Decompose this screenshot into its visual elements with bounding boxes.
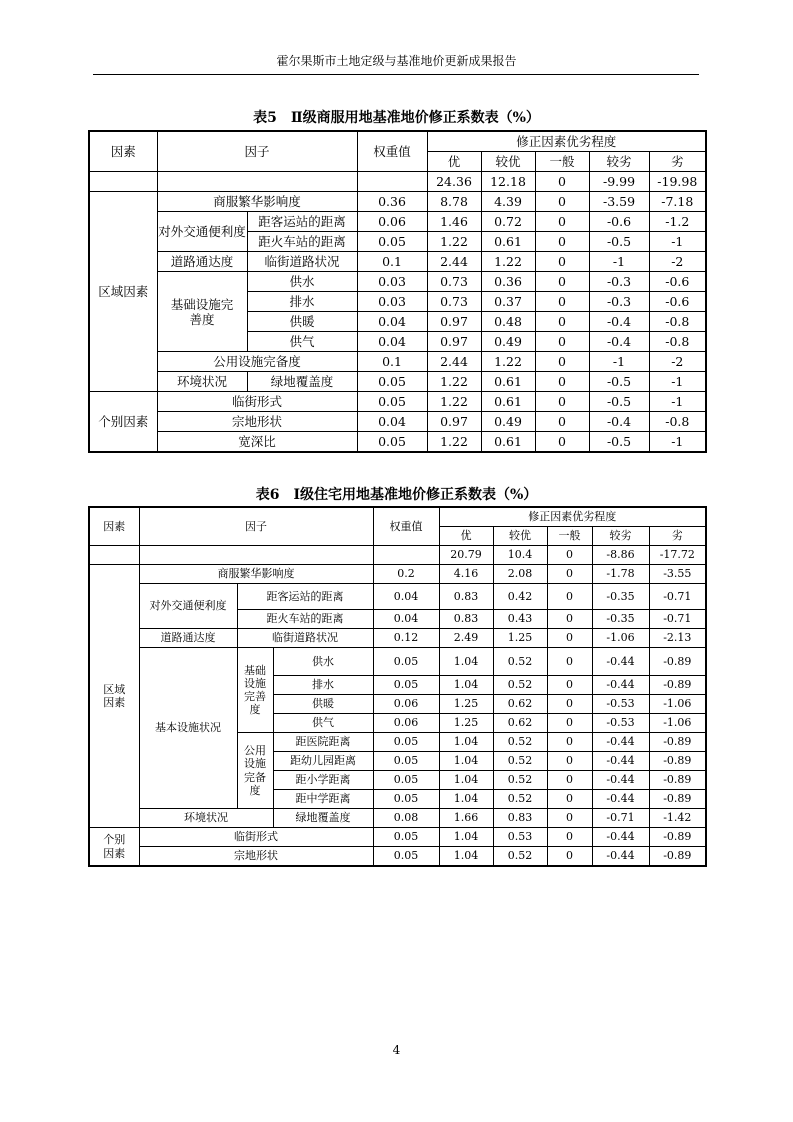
value-cell: 0	[535, 212, 589, 232]
value-cell: 0.61	[481, 372, 535, 392]
factor-name: 距火车站的距离	[237, 610, 373, 629]
grade-total: 24.36	[427, 172, 481, 192]
factor-name: 距火车站的距离	[247, 232, 357, 252]
value-cell: -0.35	[592, 584, 649, 610]
value-cell: 0.73	[427, 292, 481, 312]
value-cell: -0.44	[592, 648, 649, 676]
value-cell: 0	[535, 312, 589, 332]
value-cell: -0.8	[649, 312, 706, 332]
value-cell: 0.08	[373, 809, 439, 828]
value-cell: 0	[535, 232, 589, 252]
subgroup-basic: 基本设施状况	[139, 648, 237, 809]
value-cell: 0.83	[439, 610, 493, 629]
value-cell: 0.97	[427, 332, 481, 352]
value-cell: 0	[535, 392, 589, 412]
value-cell: 0.52	[493, 752, 547, 771]
value-cell: -0.89	[649, 790, 706, 809]
factor-name: 临街形式	[139, 828, 373, 847]
value-cell: 0	[535, 252, 589, 272]
value-cell: 0.04	[357, 332, 427, 352]
header-weight: 权重值	[357, 131, 427, 172]
value-cell: 1.66	[439, 809, 493, 828]
value-cell: -0.89	[649, 771, 706, 790]
grade-total: -17.72	[649, 546, 706, 565]
value-cell: 0.04	[357, 412, 427, 432]
subgroup-traffic: 对外交通便利度	[157, 212, 247, 252]
group-regional: 区域因素	[89, 192, 157, 392]
value-cell: 1.04	[439, 752, 493, 771]
value-cell: 0.36	[357, 192, 427, 212]
value-cell: 0.1	[357, 352, 427, 372]
value-cell: 0.62	[493, 714, 547, 733]
factor-name: 宗地形状	[139, 847, 373, 867]
value-cell: 1.22	[427, 372, 481, 392]
value-cell: 2.08	[493, 565, 547, 584]
value-cell: 0	[535, 352, 589, 372]
value-cell: 0.37	[481, 292, 535, 312]
grade-label: 一般	[547, 527, 592, 546]
value-cell: -0.71	[649, 610, 706, 629]
value-cell: -0.44	[592, 676, 649, 695]
value-cell: 0.04	[373, 610, 439, 629]
value-cell: 1.04	[439, 847, 493, 867]
value-cell: 1.25	[439, 695, 493, 714]
value-cell: -0.3	[589, 292, 649, 312]
value-cell: -2	[649, 352, 706, 372]
value-cell: 0.53	[493, 828, 547, 847]
value-cell: 2.49	[439, 629, 493, 648]
value-cell: -1	[589, 252, 649, 272]
header-weight: 权重值	[373, 507, 439, 546]
value-cell: 1.04	[439, 733, 493, 752]
report-header: 霍尔果斯市土地定级与基准地价更新成果报告	[276, 54, 517, 68]
value-cell: 0.06	[357, 212, 427, 232]
value-cell: 0.49	[481, 412, 535, 432]
value-cell: 0.52	[493, 648, 547, 676]
subgroup-infra: 基础设施完善度	[157, 272, 247, 352]
value-cell: -0.35	[592, 610, 649, 629]
value-cell: -0.5	[589, 232, 649, 252]
table5-caption: 表5 Ⅱ级商服用地基准地价修正系数表（%）	[253, 110, 540, 126]
grade-label: 较优	[481, 152, 535, 172]
value-cell: -0.89	[649, 648, 706, 676]
value-cell: -0.4	[589, 312, 649, 332]
factor-name: 绿地覆盖度	[273, 809, 373, 828]
value-cell: -0.44	[592, 828, 649, 847]
value-cell: -0.6	[589, 212, 649, 232]
value-cell: 0	[547, 648, 592, 676]
factor-name: 距客运站的距离	[237, 584, 373, 610]
value-cell: -0.4	[589, 412, 649, 432]
value-cell: -1	[589, 352, 649, 372]
value-cell: -1.06	[649, 714, 706, 733]
value-cell: 8.78	[427, 192, 481, 212]
subgroup-traffic: 对外交通便利度	[139, 584, 237, 629]
factor-name: 距中学距离	[273, 790, 373, 809]
value-cell: 0	[547, 610, 592, 629]
factor-name: 临街形式	[157, 392, 357, 412]
value-cell: 1.22	[427, 432, 481, 453]
blank-cell	[139, 546, 373, 565]
grade-total: -9.99	[589, 172, 649, 192]
grade-label: 一般	[535, 152, 589, 172]
value-cell: -0.44	[592, 752, 649, 771]
value-cell: -0.44	[592, 847, 649, 867]
value-cell: 0.05	[357, 372, 427, 392]
grade-total: 0	[547, 546, 592, 565]
group-individual: 个别 因素	[89, 828, 139, 867]
value-cell: -0.89	[649, 828, 706, 847]
factor-name: 供水	[273, 648, 373, 676]
value-cell: 1.22	[481, 252, 535, 272]
factor-name: 距幼儿园距离	[273, 752, 373, 771]
value-cell: 0.97	[427, 412, 481, 432]
subgroup-env: 环境状况	[139, 809, 273, 828]
header-factor: 因子	[139, 507, 373, 546]
value-cell: 0.05	[373, 847, 439, 867]
value-cell: -0.89	[649, 733, 706, 752]
value-cell: -1.78	[592, 565, 649, 584]
value-cell: 0.05	[373, 771, 439, 790]
value-cell: -1.42	[649, 809, 706, 828]
header-rule	[93, 74, 699, 75]
value-cell: 0	[535, 192, 589, 212]
value-cell: -0.44	[592, 733, 649, 752]
value-cell: 0	[547, 809, 592, 828]
factor-name: 公用设施完备度	[157, 352, 357, 372]
value-cell: 0.05	[373, 790, 439, 809]
grade-label: 较劣	[589, 152, 649, 172]
factor-name: 商服繁华影响度	[139, 565, 373, 584]
value-cell: 0	[547, 584, 592, 610]
factor-name: 供暖	[247, 312, 357, 332]
subgroup-public: 公用 设施 完备 度	[237, 733, 273, 809]
table6-caption: 表6 Ⅰ级住宅用地基准地价修正系数表（%）	[255, 487, 538, 503]
value-cell: -1.06	[649, 695, 706, 714]
value-cell: 0.52	[493, 733, 547, 752]
value-cell: 1.25	[493, 629, 547, 648]
value-cell: -1	[649, 372, 706, 392]
value-cell: -7.18	[649, 192, 706, 212]
value-cell: 0.05	[373, 648, 439, 676]
factor-name: 供水	[247, 272, 357, 292]
value-cell: 0.05	[357, 432, 427, 453]
value-cell: 0	[535, 412, 589, 432]
value-cell: 0	[535, 372, 589, 392]
factor-name: 供气	[247, 332, 357, 352]
value-cell: 0	[547, 847, 592, 867]
value-cell: 0.05	[357, 232, 427, 252]
value-cell: 1.22	[481, 352, 535, 372]
factor-name: 临街道路状况	[237, 629, 373, 648]
value-cell: 0.03	[357, 292, 427, 312]
value-cell: 0.2	[373, 565, 439, 584]
value-cell: 2.44	[427, 352, 481, 372]
value-cell: 0.05	[373, 752, 439, 771]
value-cell: 0.36	[481, 272, 535, 292]
value-cell: 0	[535, 292, 589, 312]
blank-cell	[157, 172, 357, 192]
value-cell: 0	[547, 695, 592, 714]
value-cell: 0.42	[493, 584, 547, 610]
factor-name: 绿地覆盖度	[247, 372, 357, 392]
value-cell: -0.8	[649, 412, 706, 432]
subgroup-infra: 基础 设施 完善 度	[237, 648, 273, 733]
value-cell: 0.12	[373, 629, 439, 648]
value-cell: 0.61	[481, 392, 535, 412]
grade-label: 优	[439, 527, 493, 546]
value-cell: 0.05	[373, 733, 439, 752]
value-cell: 0	[547, 676, 592, 695]
value-cell: -0.89	[649, 847, 706, 867]
value-cell: 0	[547, 629, 592, 648]
subgroup-road: 道路通达度	[157, 252, 247, 272]
value-cell: -0.53	[592, 695, 649, 714]
header-factor-group: 因素	[89, 131, 157, 172]
value-cell: 0	[547, 828, 592, 847]
subgroup-env: 环境状况	[157, 372, 247, 392]
grade-total: -19.98	[649, 172, 706, 192]
factor-name: 宽深比	[157, 432, 357, 453]
value-cell: 0	[535, 272, 589, 292]
grade-label: 劣	[649, 527, 706, 546]
value-cell: 4.39	[481, 192, 535, 212]
table5	[88, 130, 707, 453]
value-cell: 0	[547, 790, 592, 809]
value-cell: -0.4	[589, 332, 649, 352]
value-cell: -1	[649, 232, 706, 252]
value-cell: 0.62	[493, 695, 547, 714]
value-cell: 1.04	[439, 771, 493, 790]
factor-name: 距医院距离	[273, 733, 373, 752]
group-regional: 区域 因素	[89, 565, 139, 828]
value-cell: 1.04	[439, 790, 493, 809]
grade-total: 10.4	[493, 546, 547, 565]
value-cell: 0.1	[357, 252, 427, 272]
value-cell: 0.05	[373, 676, 439, 695]
factor-name: 宗地形状	[157, 412, 357, 432]
header-grade: 修正因素优劣程度	[427, 131, 706, 152]
value-cell: -2	[649, 252, 706, 272]
grade-label: 劣	[649, 152, 706, 172]
value-cell: -1	[649, 392, 706, 412]
value-cell: 1.22	[427, 392, 481, 412]
value-cell: 1.25	[439, 714, 493, 733]
value-cell: 0.43	[493, 610, 547, 629]
value-cell: 0.04	[357, 312, 427, 332]
value-cell: 0.04	[373, 584, 439, 610]
value-cell: -1.2	[649, 212, 706, 232]
value-cell: 0	[547, 771, 592, 790]
value-cell: -0.44	[592, 771, 649, 790]
value-cell: 2.44	[427, 252, 481, 272]
group-individual: 个别因素	[89, 392, 157, 453]
value-cell: -0.5	[589, 392, 649, 412]
header-factor-group: 因素	[89, 507, 139, 546]
value-cell: -3.59	[589, 192, 649, 212]
value-cell: 1.04	[439, 676, 493, 695]
value-cell: -0.89	[649, 752, 706, 771]
header-grade: 修正因素优劣程度	[439, 507, 706, 527]
value-cell: -0.8	[649, 332, 706, 352]
blank-cell	[89, 172, 157, 192]
value-cell: -1.06	[592, 629, 649, 648]
value-cell: -0.5	[589, 432, 649, 453]
value-cell: 0	[547, 714, 592, 733]
value-cell: -3.55	[649, 565, 706, 584]
value-cell: 0.05	[373, 828, 439, 847]
value-cell: 0	[535, 332, 589, 352]
value-cell: 0	[535, 432, 589, 453]
value-cell: 0	[547, 752, 592, 771]
value-cell: 0.52	[493, 771, 547, 790]
grade-label: 优	[427, 152, 481, 172]
value-cell: 0.72	[481, 212, 535, 232]
blank-cell	[357, 172, 427, 192]
value-cell: 0	[547, 733, 592, 752]
value-cell: 0.52	[493, 676, 547, 695]
value-cell: 0.48	[481, 312, 535, 332]
factor-name: 距客运站的距离	[247, 212, 357, 232]
value-cell: 4.16	[439, 565, 493, 584]
value-cell: -0.53	[592, 714, 649, 733]
value-cell: 0.52	[493, 790, 547, 809]
value-cell: 1.04	[439, 648, 493, 676]
value-cell: 0.61	[481, 232, 535, 252]
value-cell: 0.03	[357, 272, 427, 292]
factor-name: 供气	[273, 714, 373, 733]
value-cell: -2.13	[649, 629, 706, 648]
grade-label: 较优	[493, 527, 547, 546]
value-cell: 0.06	[373, 695, 439, 714]
value-cell: -0.5	[589, 372, 649, 392]
value-cell: -0.89	[649, 676, 706, 695]
value-cell: 0.49	[481, 332, 535, 352]
factor-name: 排水	[247, 292, 357, 312]
grade-total: 0	[535, 172, 589, 192]
value-cell: 1.22	[427, 232, 481, 252]
value-cell: 0.97	[427, 312, 481, 332]
factor-name: 临街道路状况	[247, 252, 357, 272]
value-cell: 1.04	[439, 828, 493, 847]
factor-name: 排水	[273, 676, 373, 695]
value-cell: 0.06	[373, 714, 439, 733]
blank-cell	[373, 546, 439, 565]
value-cell: -0.6	[649, 292, 706, 312]
value-cell: 0.83	[439, 584, 493, 610]
subgroup-road: 道路通达度	[139, 629, 237, 648]
value-cell: -0.71	[649, 584, 706, 610]
value-cell: -0.6	[649, 272, 706, 292]
value-cell: -0.71	[592, 809, 649, 828]
grade-total: 20.79	[439, 546, 493, 565]
value-cell: 0.73	[427, 272, 481, 292]
value-cell: 0.52	[493, 847, 547, 867]
grade-label: 较劣	[592, 527, 649, 546]
blank-cell	[89, 546, 139, 565]
factor-name: 距小学距离	[273, 771, 373, 790]
factor-name: 供暖	[273, 695, 373, 714]
page-number: 4	[392, 1043, 401, 1057]
value-cell: 0	[547, 565, 592, 584]
grade-total: 12.18	[481, 172, 535, 192]
value-cell: -1	[649, 432, 706, 453]
factor-name: 商服繁华影响度	[157, 192, 357, 212]
table6	[88, 506, 707, 867]
value-cell: 1.46	[427, 212, 481, 232]
value-cell: 0.05	[357, 392, 427, 412]
value-cell: -0.3	[589, 272, 649, 292]
value-cell: 0.61	[481, 432, 535, 453]
header-factor: 因子	[157, 131, 357, 172]
grade-total: -8.86	[592, 546, 649, 565]
value-cell: -0.44	[592, 790, 649, 809]
value-cell: 0.83	[493, 809, 547, 828]
